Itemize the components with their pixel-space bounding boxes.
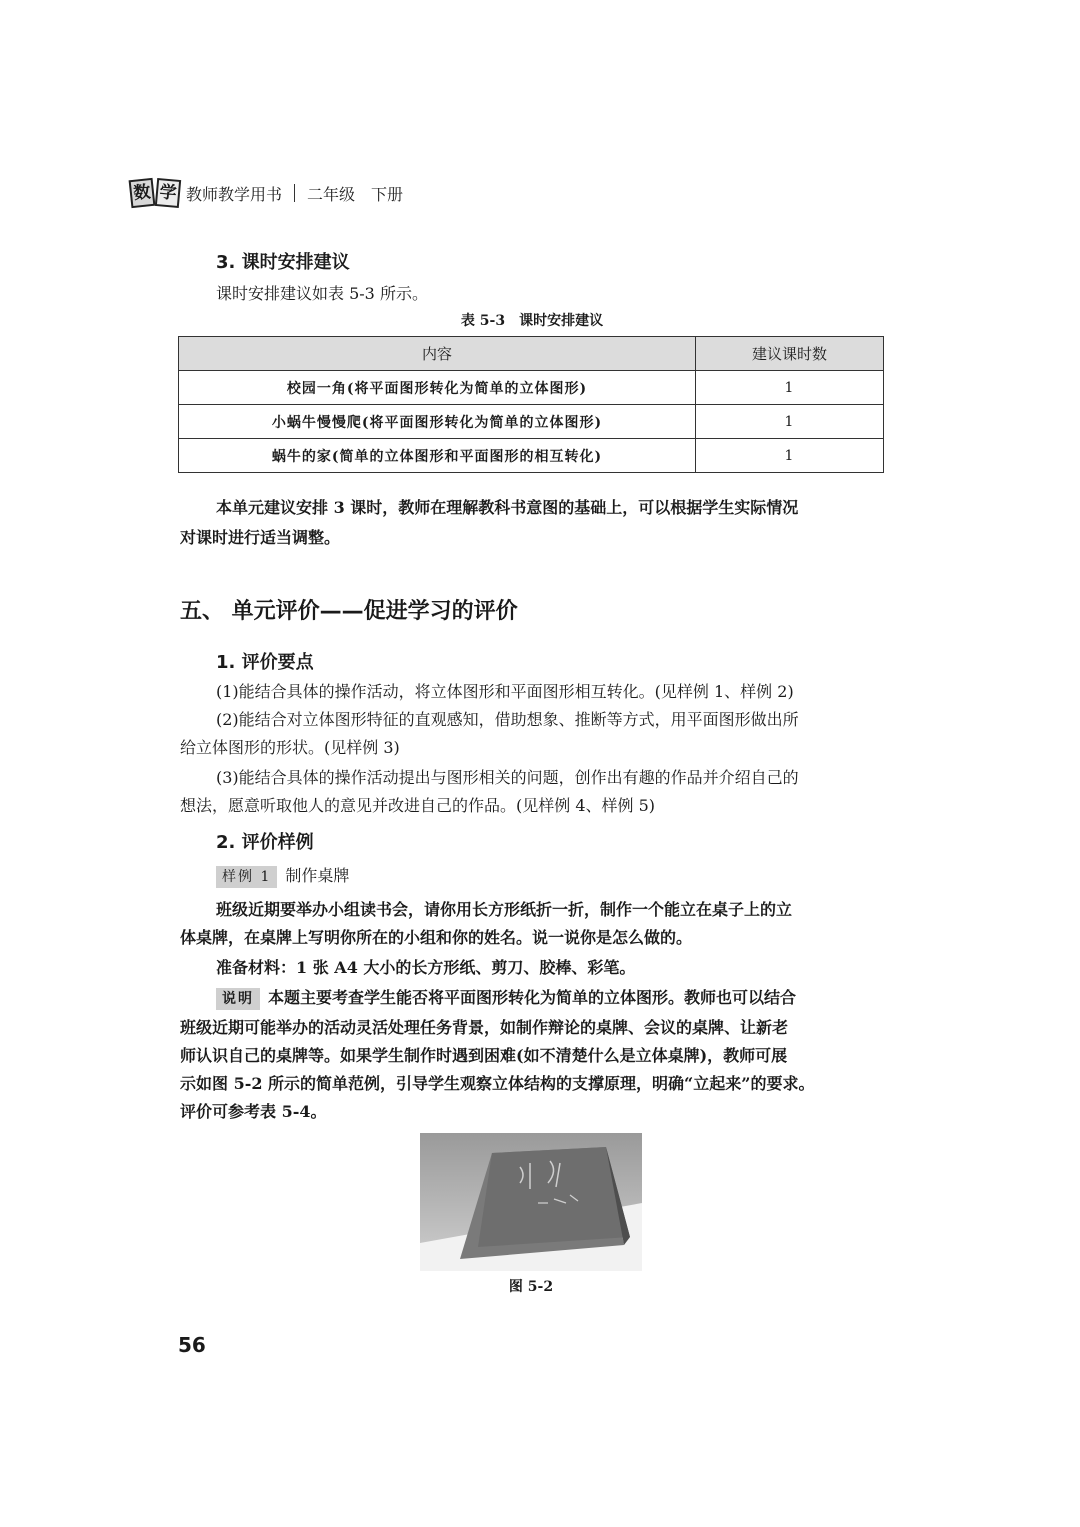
logo-char-1: 数: [129, 178, 156, 208]
page-number: 56: [178, 1333, 206, 1357]
row-hours: 1: [696, 371, 884, 405]
name-card-photo: [420, 1133, 642, 1271]
schedule-table: [178, 336, 884, 473]
note-line-1: [216, 984, 796, 1012]
example-body-line: 体桌牌，在桌牌上写明你所在的小组和你的姓名。说一说你是怎么做的。: [180, 928, 693, 947]
note-line: 班级近期可能举办的活动灵活处理任务背景，如制作辩论的桌牌、会议的桌牌、让新老: [180, 1018, 789, 1037]
eval-points-heading: 1. 评价要点: [216, 652, 314, 673]
math-logo: [130, 179, 180, 207]
section-3-intro: 课时安排建议如表 5-3 所示。: [216, 284, 428, 303]
example-body-line: 班级近期要举办小组读书会，请你用长方形纸折一折，制作一个能立在桌子上的立: [216, 900, 793, 919]
table-row: [179, 371, 884, 405]
example-title: 制作桌牌: [285, 866, 350, 885]
row-hours: 1: [696, 405, 884, 439]
paragraph-line: 本单元建议安排 3 课时，教师在理解教科书意图的基础上，可以根据学生实际情况: [216, 498, 799, 517]
eval-point-3: (3)能结合具体的操作活动提出与图形相关的问题，创作出有趣的作品并介绍自己的: [216, 768, 799, 787]
table-header-row: [179, 337, 884, 371]
header-divider: [294, 184, 295, 202]
materials-line: 准备材料：1 张 A4 大小的长方形纸、剪刀、胶棒、彩笔。: [216, 958, 636, 977]
grade-label: 二年级: [307, 184, 356, 204]
note-line: 示如图 5-2 所示的简单范例，引导学生观察立体结构的支撑原理，明确“立起来”的要求。: [180, 1074, 815, 1093]
example-1-header: [216, 862, 349, 890]
row-content: 校园一角(将平面图形转化为简单的立体图形): [179, 371, 696, 405]
example-tag: 样例 1: [216, 866, 277, 888]
eval-examples-heading: 2. 评价样例: [216, 832, 314, 853]
table-row: [179, 439, 884, 473]
eval-point-1: (1)能结合具体的操作活动，将立体图形和平面图形相互转化。(见样例 1、样例 2): [216, 682, 794, 701]
note-text: 本题主要考查学生能否将平面图形转化为简单的立体图形。教师也可以结合: [268, 988, 797, 1007]
note-line: 师认识自己的桌牌等。如果学生制作时遇到困难(如不清楚什么是立体桌牌)，教师可展: [180, 1046, 788, 1065]
eval-point-2: (2)能结合对立体图形特征的直观感知，借助想象、推断等方式，用平面图形做出所: [216, 710, 799, 729]
eval-point-2-cont: 给立体图形的形状。(见样例 3): [180, 738, 400, 757]
figure-caption: 图 5-2: [508, 1279, 554, 1295]
eval-point-3-cont: 想法，愿意听取他人的意见并改进自己的作品。(见样例 4、样例 5): [180, 796, 656, 815]
row-content: 小蜗牛慢慢爬(将平面图形转化为简单的立体图形): [179, 405, 696, 439]
table-caption: 表 5-3 课时安排建议: [460, 313, 604, 329]
header-content: 内容: [179, 337, 696, 371]
table-row: [179, 405, 884, 439]
section-5-title: 五、 单元评价——促进学习的评价: [180, 599, 518, 624]
paragraph-line: 对课时进行适当调整。: [180, 528, 341, 547]
section-3-heading: 3. 课时安排建议: [216, 252, 350, 273]
note-tag: 说明: [216, 988, 260, 1010]
logo-char-2: 学: [155, 178, 181, 208]
running-header: [130, 176, 403, 210]
volume-label: 下册: [371, 184, 404, 204]
row-hours: 1: [696, 439, 884, 473]
note-line: 评价可参考表 5-4。: [180, 1102, 327, 1121]
row-content: 蜗牛的家(简单的立体图形和平面图形的相互转化): [179, 439, 696, 473]
book-title: 教师教学用书: [186, 184, 283, 204]
header-hours: 建议课时数: [696, 337, 884, 371]
